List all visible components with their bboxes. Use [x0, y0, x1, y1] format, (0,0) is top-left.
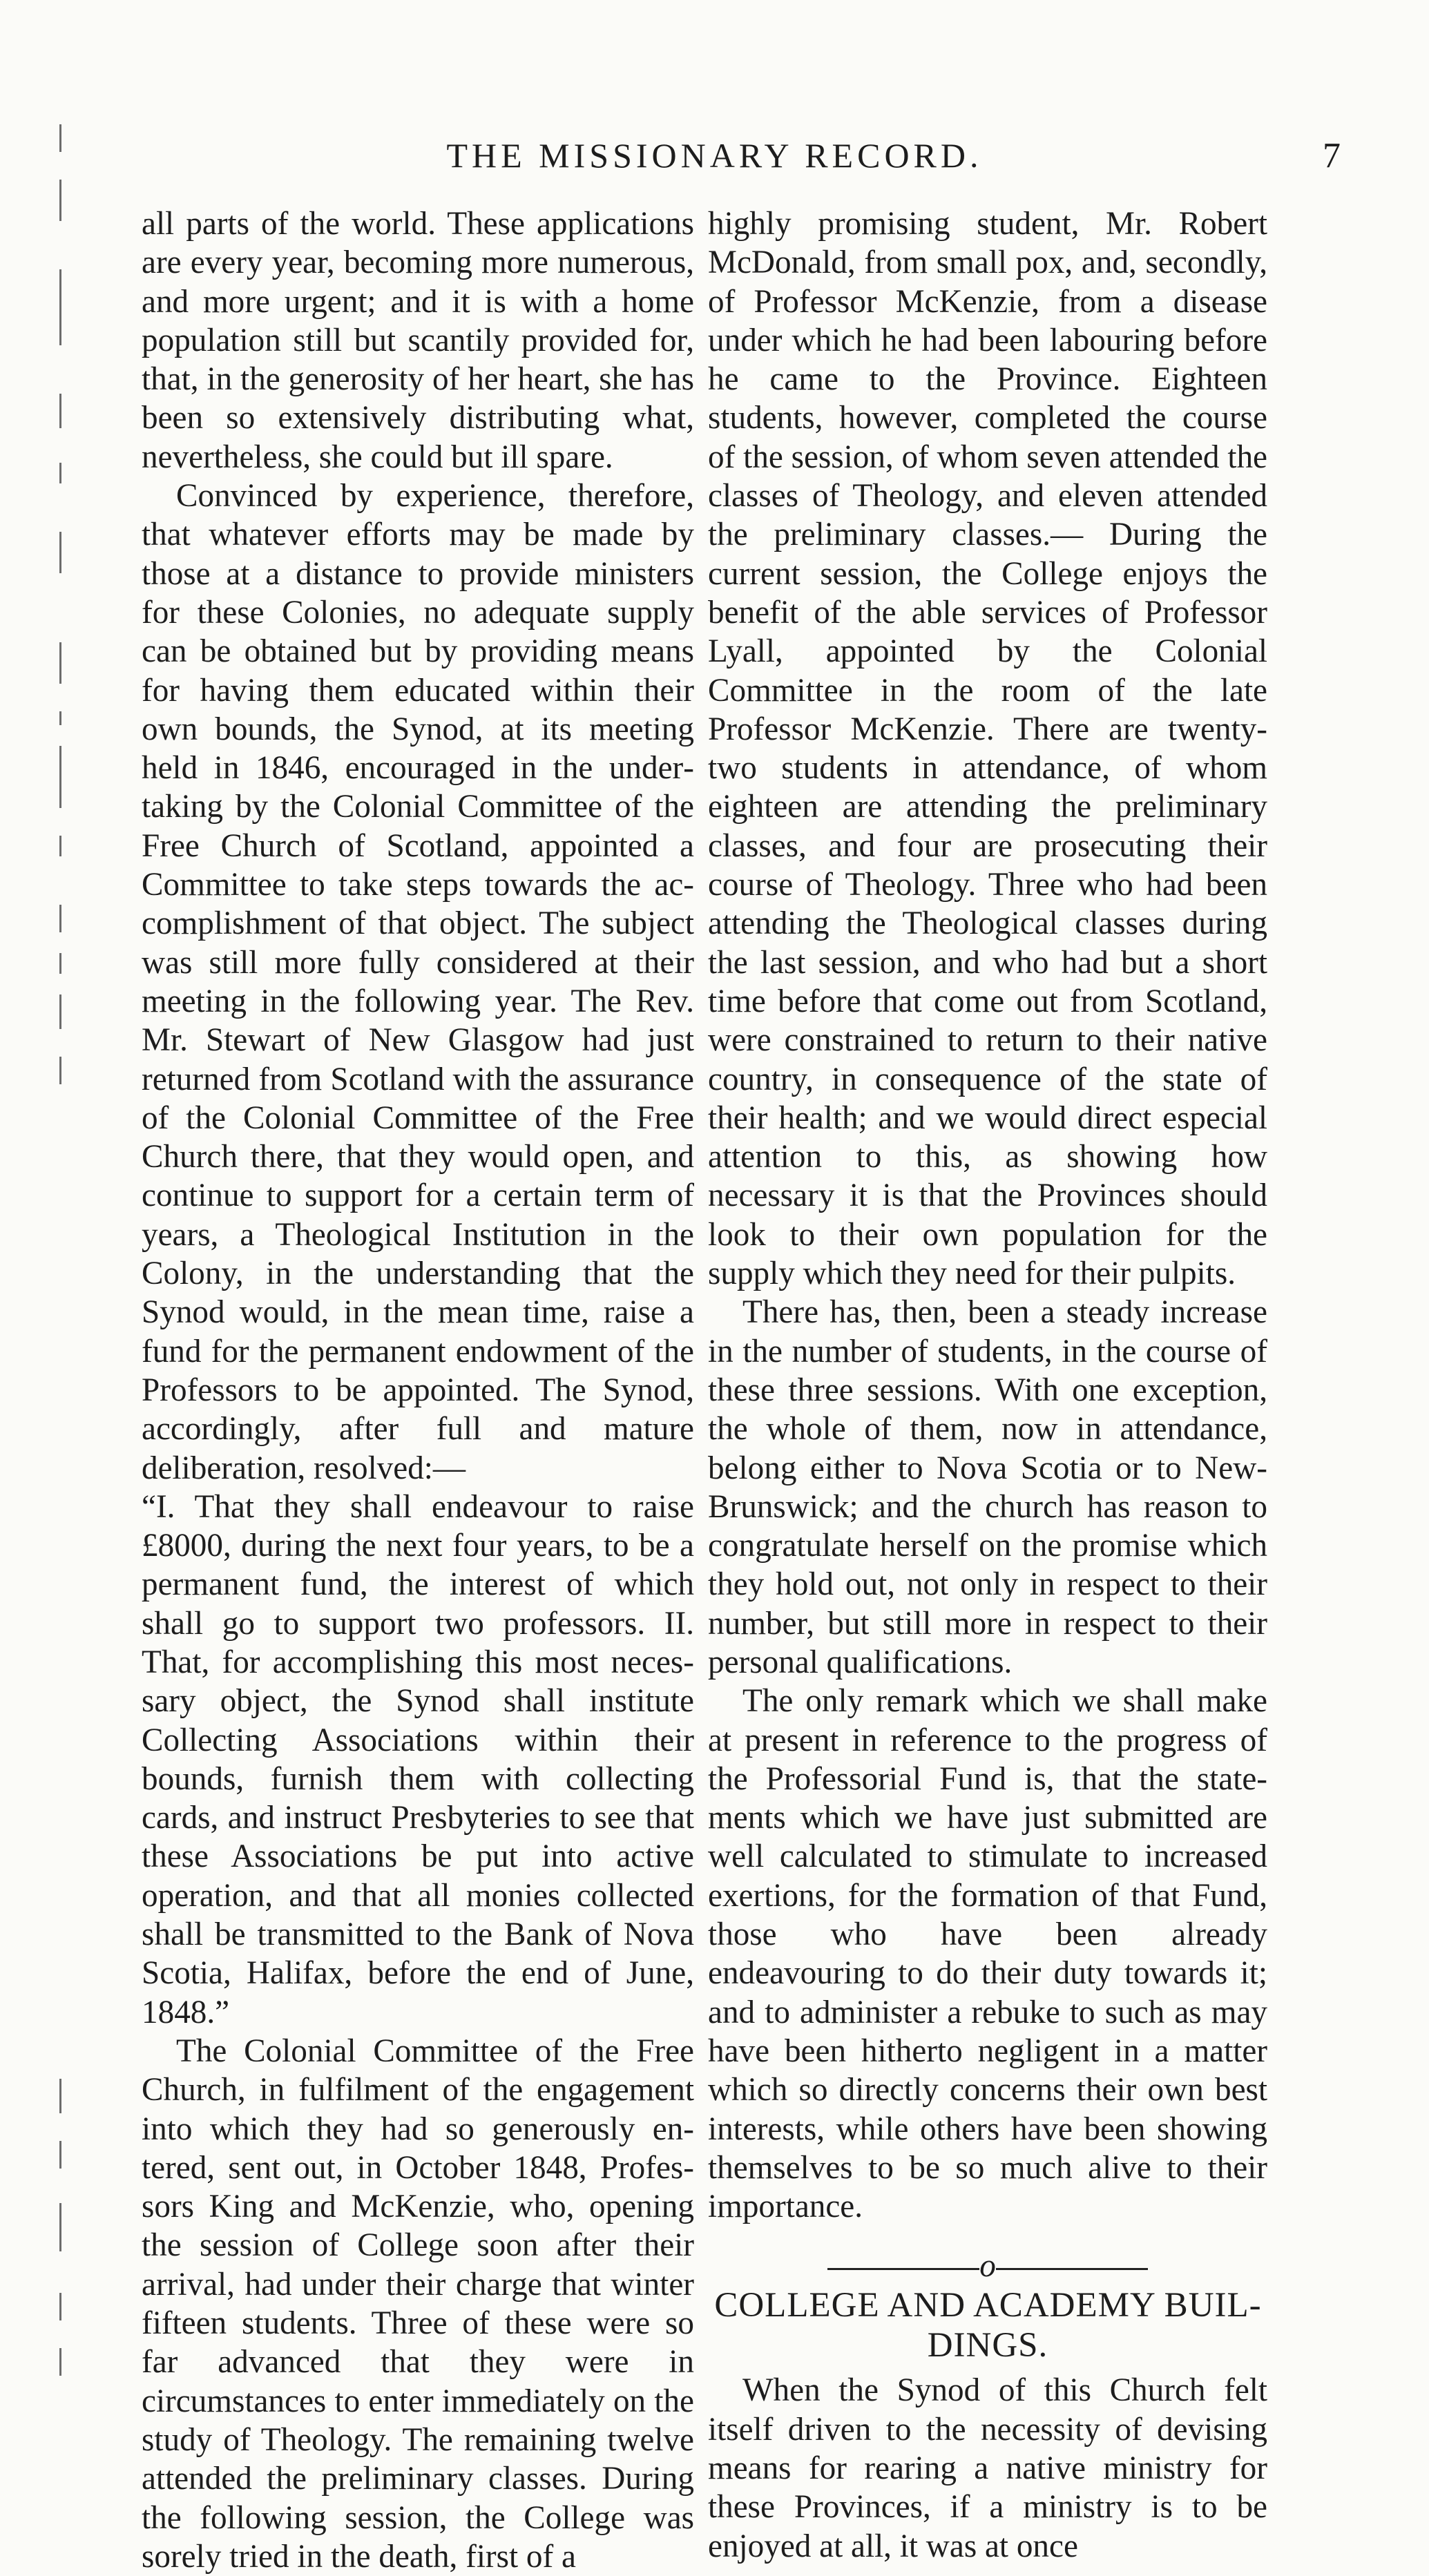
section-heading: COLLEGE AND ACADEMY BUILDINGS. [714, 2286, 1261, 2365]
margin-binding-marks [54, 104, 68, 2383]
page-header [0, 135, 1429, 184]
page-number: 7 [1323, 136, 1341, 175]
paragraph: all parts of the world. These applications are every year, becoming more numerous, and more urgent; and it is with a home population still but scantily provided for, that, in the generosity of her heart, she has been so extensively distributing what, nevertheless, she could but ill spare. [142, 206, 694, 475]
divider-ornament: o [979, 2248, 996, 2285]
running-title: THE MISSIONARY RECORD. [446, 136, 983, 175]
paragraph: There has, then, been a steady increase in the number of students, in the course of these three sessions. With one exception, the whole of them, now in attendance, belong either to Nova Scotia or to New-Brunswick; and the church has reason to congratulate herself on the promise which they hold out, not only in respect to their number, but still more in respect to their personal qualifications. [708, 1294, 1267, 1680]
paragraph: The Colonial Committee of the Free Church, in fulfilment of the engagement into which they had so generously entered, sent out, in October 1848, Professors King and McKenzie, who, opening the session of College soon after their arrival, had under their charge that winter fifteen students. Three of these were so far advanced that they were in circumstances to enter immediately on the study of Theology. The remaining twelve attended the preliminary classes. During the following session, the College was sorely tried in the death, first of a [142, 2032, 694, 2575]
paragraph: The only remark which we shall make at present in reference to the progress of the Professorial Fund is, that the statements which we have just submitted are well calculated to stimulate to increased exertions, for the formation of that Fund, those who have been already endeavouring to do their duty towards it; and to administer a rebuke to such as may have been hitherto negligent in a matter which so directly concerns their own best interests, while others have been showing themselves to be so much alive to their importance. [708, 1683, 1267, 2225]
paragraph: Convinced by experience, therefore, that whatever efforts may be made by those at a distance to provide ministers for these Colonies, no adequate supply can be obtained but by providing means for having them educated within their own bounds, the Synod, at its meeting held in 1846, encouraged in the undertaking by the Colonial Committee of the Free Church of Scotland, appointed a Committee to take steps towards the accomplishment of that object. The subject was still more fully considered at their meeting in the following year. The Rev. Mr. Stewart of New Glasgow had just returned from Scotland with the assurance of the Colonial Committee of the Free Church there, that they would open, and continue to support for a certain term of years, a Theological Institution in the Colony, in the understanding that the Synod would, in the mean time, raise a fund for the permanent endowment of the Professors to be appointed. The Synod, accordingly, after full and mature deliberation, resolved:— [142, 478, 694, 1486]
paragraph: When the Synod of this Church felt itself driven to the necessity of devising means for rearing a native ministry for these Provinces, if a ministry is to be enjoyed at all, it was at once [708, 2372, 1267, 2564]
paragraph: highly promising student, Mr. Robert McDonald, from small pox, and, secondly, of Professor McKenzie, from a disease under which he had been labouring before he came to the Province. Eighteen students, however, completed the course of the session, of whom seven attended the classes of Theology, and eleven attended the preliminary classes.— During the current session, the College enjoys the benefit of the able services of Professor Lyall, appointed by the Colonial Committee in the room of the late Professor McKenzie. There are twenty-two students in attendance, of whom eighteen are attending the preliminary classes, and four are prosecuting their course of Theology. Three who had been attending the Theological classes during the last session, and who had but a short time before that come out from Scotland, were constrained to return to their native country, in consequence of the state of their health; and we would direct especial attention to this, as showing how necessary it is that the Provinces should look to their own population for the supply which they need for their pulpits. [708, 206, 1267, 1292]
resolution-quote: “I. That they shall endeavour to raise £8000, during the next four years, to be a permanent fund, the interest of which shall go to support two professors. II. That, for accomplishing this most necessary object, the Synod shall institute Collecting Associations within their bounds, furnish them with collecting cards, and instruct Presbyteries to see that these Associations be put into active operation, and that all monies collected shall be transmitted to the Bank of Nova Scotia, Halifax, before the end of June, 1848.” [142, 1488, 694, 2030]
right-column [708, 204, 1267, 2566]
left-column [142, 204, 694, 2576]
section-divider [708, 2247, 1267, 2285]
